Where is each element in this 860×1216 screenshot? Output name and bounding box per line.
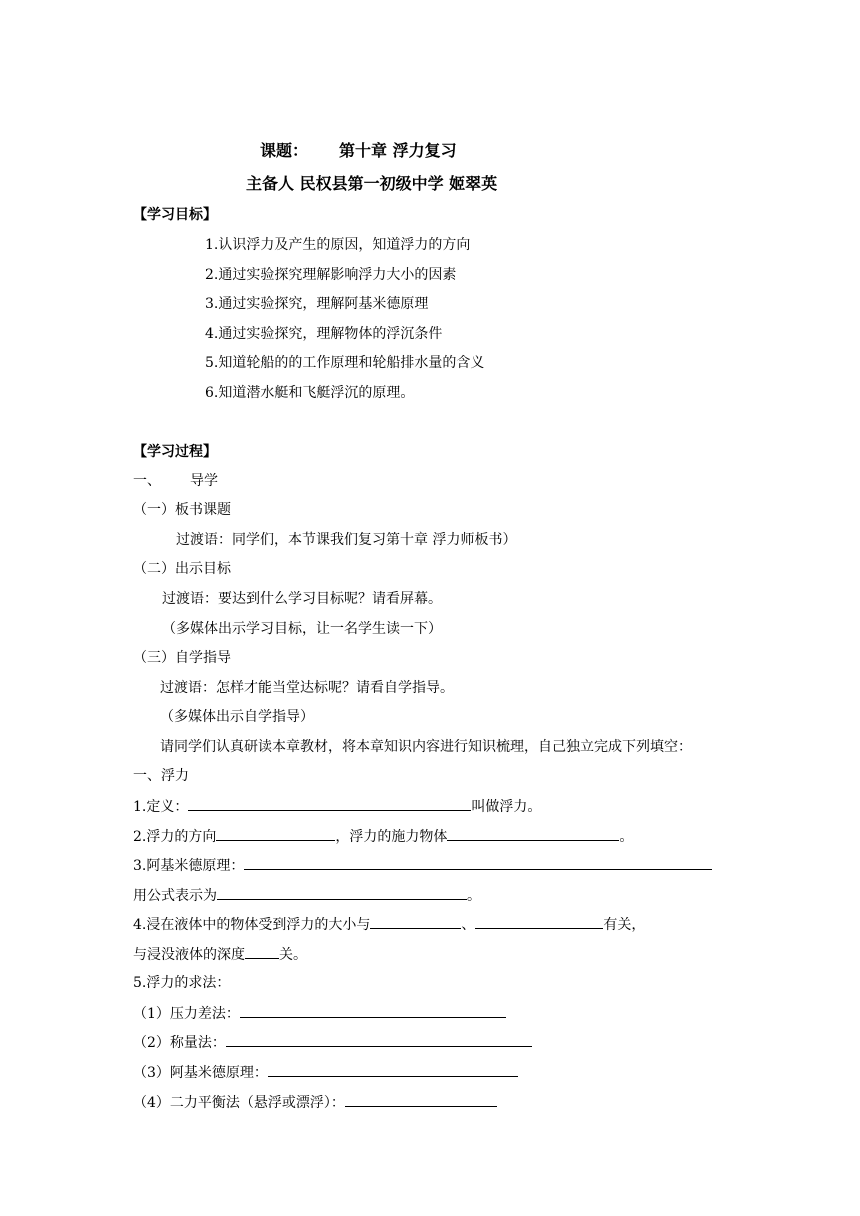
- objective-item: 6.知道潜水艇和飞艇浮沉的原理。: [205, 385, 415, 401]
- factors-line: [133, 914, 645, 935]
- factors-mid: 、: [461, 917, 476, 933]
- depth-label: 与浸没液体的深度: [133, 947, 245, 963]
- topic-label: 课题：: [260, 141, 309, 160]
- method4-label: （4）二力平衡法（悬浮或漂浮）：: [133, 1095, 345, 1111]
- author-line: 主备人 民权县第一初级中学 姬翠英: [246, 174, 498, 193]
- objective-item: 4.通过实验探究，理解物体的浮沉条件: [205, 326, 443, 342]
- method4-blank[interactable]: [345, 1092, 497, 1107]
- objective-item: 5.知道轮船的的工作原理和轮船排水量的含义: [205, 355, 485, 371]
- archimedes-line: [133, 855, 712, 876]
- objective-item: 2.通过实验探究理解影响浮力大小的因素: [205, 267, 457, 283]
- definition-suffix: 叫做浮力。: [471, 799, 542, 815]
- section3-note: （多媒体出示自学指导）: [160, 709, 314, 725]
- method2-line: [133, 1032, 532, 1053]
- archimedes-blank[interactable]: [244, 855, 712, 870]
- objective-item: 3.通过实验探究，理解阿基米德原理: [205, 296, 429, 312]
- method3-line: [133, 1062, 518, 1083]
- method1-line: [133, 1003, 506, 1024]
- method2-blank[interactable]: [226, 1032, 532, 1047]
- section3-title: （三）自学指导: [133, 650, 231, 666]
- method2-label: （2）称量法：: [133, 1035, 226, 1051]
- depth-blank[interactable]: [245, 944, 279, 959]
- section3-text: 过渡语：怎样才能当堂达标呢？请看自学指导。: [160, 680, 454, 696]
- factors-label: 4.浸在液体中的物体受到浮力的大小与: [133, 917, 371, 933]
- method4-line: [133, 1092, 497, 1113]
- method3-label: （3）阿基米德原理：: [133, 1065, 268, 1081]
- direction-label: 2.浮力的方向: [133, 829, 217, 845]
- objective-item: 1.认识浮力及产生的原因，知道浮力的方向: [205, 237, 471, 253]
- definition-line: [133, 796, 541, 817]
- section1-title: （一）板书课题: [133, 502, 231, 518]
- part1-title: 导学: [190, 473, 218, 489]
- factors-suffix: 有关，: [603, 917, 646, 933]
- force-object-blank[interactable]: [447, 826, 619, 841]
- formula-suffix: 。: [467, 888, 481, 904]
- methods-heading: 5.浮力的求法：: [133, 975, 231, 991]
- factor2-blank[interactable]: [475, 914, 603, 929]
- page-title: 第十章 浮力复习: [339, 141, 457, 160]
- process-heading: 【学习过程】: [133, 444, 217, 460]
- section3-instruction: 请同学们认真研读本章教材，将本章知识内容进行知识梳理，自己独立完成下列填空：: [160, 739, 692, 755]
- direction-mid: ，浮力的施力物体: [335, 829, 448, 845]
- depth-suffix: 关。: [279, 947, 307, 963]
- archimedes-label: 3.阿基米德原理：: [133, 858, 245, 874]
- factor1-blank[interactable]: [370, 914, 461, 929]
- method3-blank[interactable]: [268, 1062, 518, 1077]
- section1-text: 过渡语：同学们，本节课我们复习第十章 浮力师板书）: [176, 532, 517, 548]
- section2-title: （二）出示目标: [133, 561, 231, 577]
- direction-blank[interactable]: [216, 826, 335, 841]
- section2-note: （多媒体出示学习目标，让一名学生读一下）: [162, 621, 442, 637]
- direction-suffix: 。: [619, 829, 634, 845]
- buoyancy-heading: 一、浮力: [133, 768, 189, 784]
- depth-line: [133, 944, 307, 965]
- formula-line: [133, 885, 481, 906]
- method1-label: （1）压力差法：: [133, 1006, 240, 1022]
- direction-line: [133, 826, 633, 847]
- section2-text: 过渡语：要达到什么学习目标呢？请看屏幕。: [162, 591, 442, 607]
- formula-blank[interactable]: [217, 885, 467, 900]
- formula-label: 用公式表示为: [133, 888, 217, 904]
- definition-label: 1.定义：: [133, 799, 189, 815]
- definition-blank[interactable]: [188, 796, 471, 811]
- part1-number: 一、: [133, 473, 161, 489]
- method1-blank[interactable]: [240, 1003, 506, 1018]
- objectives-heading: 【学习目标】: [133, 207, 217, 223]
